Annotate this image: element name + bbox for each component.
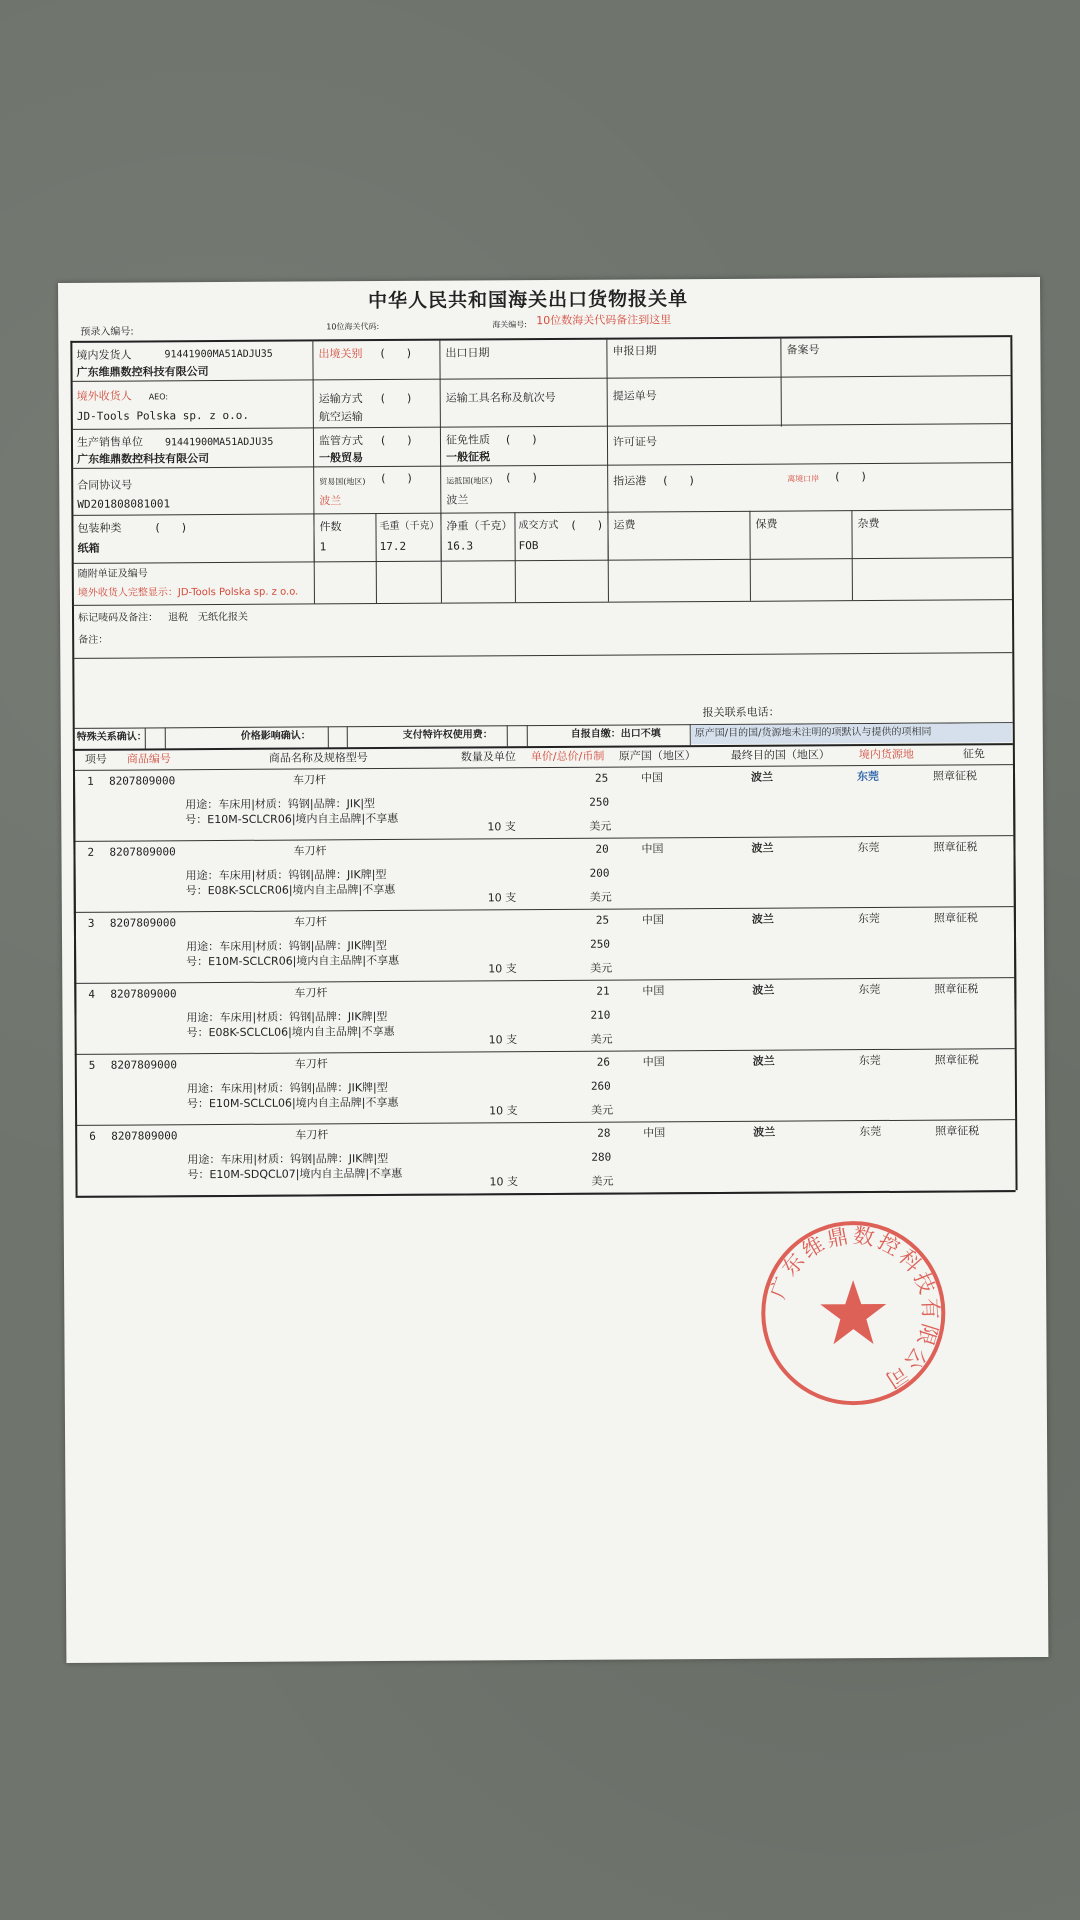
item-no: 3 — [87, 916, 95, 930]
conveyance-label: 运输工具名称及航次号 — [445, 390, 556, 405]
item-total: 210 — [590, 1008, 611, 1022]
item-code: 8207809000 — [109, 774, 176, 788]
item-dest: 波兰 — [750, 770, 774, 784]
item-qty: 10 支 — [489, 1175, 519, 1189]
item-no: 4 — [88, 987, 96, 1001]
pieces-label: 件数 — [319, 520, 342, 534]
item-origin: 中国 — [643, 1126, 666, 1140]
levy-paren: ( ) — [505, 433, 537, 447]
domestic-shipper-label: 境内发货人 — [76, 348, 132, 362]
item-code: 8207809000 — [109, 916, 177, 930]
exit-customs-paren: ( ) — [380, 346, 412, 361]
item-code: 8207809000 — [110, 987, 177, 1001]
producer-code: 91441900MA51ADJU35 — [164, 436, 274, 449]
license-label: 许可证号 — [612, 435, 658, 449]
item-qty: 10 支 — [488, 962, 517, 976]
item-dest: 波兰 — [751, 841, 774, 855]
item-origin: 中国 — [641, 913, 664, 927]
item-dest: 波兰 — [753, 1125, 776, 1139]
item-spec-line1: 用途：车床用|材质：钨钢|品牌：JIK牌|型 — [186, 1010, 388, 1025]
item-dest: 波兰 — [752, 1054, 775, 1068]
item-total: 250 — [589, 795, 610, 809]
item-name: 车刀杆 — [293, 915, 327, 929]
docs-label: 随附单证及编号 — [77, 568, 148, 580]
item-currency: 美元 — [590, 1032, 613, 1046]
dest-country-paren: ( ) — [506, 471, 537, 485]
supervision-label: 监管方式 — [318, 434, 364, 448]
item-total: 280 — [591, 1150, 612, 1164]
overseas-consignee-label: 境外收货人 — [76, 389, 132, 403]
item-unit-price: 28 — [597, 1126, 611, 1140]
domestic-shipper-name: 广东维鼎数控科技有限公司 — [76, 365, 209, 379]
item-spec-line2: 号：E08K-SCLCL06|境内自主品牌|不享惠 — [186, 1024, 395, 1040]
col-source: 境内货源地 — [858, 747, 914, 762]
item-code: 8207809000 — [111, 1129, 178, 1143]
export-date-label: 出口日期 — [445, 346, 490, 360]
item-code: 8207809000 — [110, 1058, 178, 1072]
item-source: 东莞 — [857, 840, 880, 855]
item-levy: 照章征税 — [934, 1053, 979, 1067]
item-name: 车刀杆 — [294, 986, 328, 1000]
item-no: 2 — [87, 845, 95, 859]
remark-label: 备注： — [78, 634, 109, 646]
contract-value: WD201808081001 — [77, 497, 171, 511]
record-no-label: 备案号 — [786, 343, 820, 357]
col-levy: 征免 — [962, 747, 985, 761]
item-qty: 10 支 — [488, 1033, 518, 1047]
insurance-label: 保费 — [755, 517, 778, 531]
item-total: 200 — [589, 866, 610, 880]
item-source: 东莞 — [857, 911, 880, 926]
item-currency: 美元 — [591, 1103, 614, 1117]
item-spec-line1: 用途：车床用|材质：钨钢|品牌：JIK牌|型 — [185, 868, 387, 883]
col-name: 商品名称及规格型号 — [268, 751, 368, 765]
freight-label: 运费 — [613, 518, 636, 532]
item-spec-line1: 用途：车床用|材质：钨钢|品牌：JIK牌|型 — [187, 1151, 389, 1167]
dest-country-value: 波兰 — [446, 493, 469, 507]
item-name: 车刀杆 — [295, 1128, 329, 1142]
customs-code10-label: 10位海关代码: — [326, 322, 380, 332]
item-name: 车刀杆 — [294, 1057, 328, 1071]
producer-label: 生产销售单位 — [76, 435, 144, 449]
form-title: 中华人民共和国海关出口货物报关单 — [368, 288, 689, 313]
item-no: 6 — [89, 1129, 96, 1143]
item-origin: 中国 — [642, 984, 665, 998]
exit-customs-label: 出境关别 — [318, 347, 363, 361]
transport-mode-value: 航空运输 — [318, 410, 363, 424]
dest-country-label: 运抵国(地区) — [446, 476, 493, 486]
port-paren: ( ) — [663, 474, 694, 488]
item-origin: 中国 — [641, 842, 664, 856]
item-source: 东莞 — [858, 1053, 881, 1068]
domestic-shipper-code: 91441900MA51ADJU35 — [164, 348, 273, 361]
customs-no-label: 海关编号: — [492, 320, 527, 330]
net-label: 净重（千克） — [446, 519, 513, 533]
port-label: 指运港 — [613, 474, 647, 488]
item-total: 250 — [590, 937, 610, 951]
trade-country-label: 贸易国(地区) — [319, 477, 366, 487]
col-price: 单价/总价/币制 — [530, 749, 605, 764]
item-source: 东莞 — [859, 1124, 882, 1139]
item-unit-price: 25 — [595, 913, 610, 927]
docs-value: 境外收货人完整显示：JD-Tools Polska sp. z o.o. — [77, 586, 299, 599]
contract-label: 合同协议号 — [77, 478, 133, 492]
package-value: 纸箱 — [77, 541, 100, 555]
item-spec-line2: 号：E10M-SDQCL07|境内自主品牌|不享惠 — [187, 1166, 403, 1182]
item-qty: 10 支 — [487, 891, 517, 905]
deal-value: FOB — [518, 539, 539, 553]
item-origin: 中国 — [640, 771, 664, 785]
item-levy: 照章征税 — [933, 840, 978, 854]
item-spec-line2: 号：E10M-SCLCR06|境内自主品牌|不享惠 — [185, 811, 399, 827]
bill-no-label: 提运单号 — [612, 389, 657, 403]
price-label: 价格影响确认： — [240, 730, 311, 742]
item-origin: 中国 — [642, 1055, 665, 1069]
col-no: 项号 — [84, 752, 107, 766]
customs-declaration-form — [58, 277, 1048, 1663]
item-no: 5 — [88, 1058, 96, 1072]
levy-label: 征免性质 — [445, 433, 491, 447]
levy-value: 一般征税 — [446, 450, 491, 464]
package-label: 包装种类 — [77, 521, 122, 535]
gross-value: 17.2 — [379, 539, 407, 554]
item-total: 260 — [590, 1079, 611, 1093]
producer-name: 广东维鼎数控科技有限公司 — [77, 452, 210, 466]
stamp-star-icon — [820, 1280, 886, 1344]
col-dest: 最终目的国（地区） — [730, 748, 830, 762]
item-currency: 美元 — [590, 961, 613, 975]
supervision-value: 一般贸易 — [319, 451, 364, 465]
item-currency: 美元 — [591, 1174, 614, 1188]
item-spec-line1: 用途：车床用|材质：钨钢|品牌：JIK|型 — [185, 797, 376, 812]
origin-note: 原产国/目的国/货源地未注明的项默认与提供的项相同 — [694, 726, 932, 740]
item-source: 东莞 — [856, 769, 880, 784]
marks-label: 标记唛码及备注： — [78, 612, 159, 624]
stamp-text: 广东维鼎数控科技有限公司 — [765, 1223, 943, 1395]
item-unit-price: 20 — [595, 842, 609, 856]
package-paren: ( ) — [155, 521, 187, 535]
trade-country-paren: ( ) — [381, 471, 412, 486]
item-code: 8207809000 — [109, 845, 176, 859]
company-seal-stamp — [758, 1218, 949, 1409]
self-label: 自报自缴：出口不填 — [570, 728, 661, 740]
deal-paren: ( ) — [571, 518, 603, 532]
gross-label: 毛重（千克） — [379, 520, 440, 533]
declare-date-label: 申报日期 — [612, 344, 657, 358]
item-levy: 照章征税 — [934, 982, 979, 996]
deal-label: 成交方式 — [518, 519, 559, 532]
marks-value: 退税 无纸化报关 — [168, 611, 249, 624]
item-dest: 波兰 — [751, 912, 774, 926]
item-dest: 波兰 — [752, 983, 775, 997]
net-value: 16.3 — [446, 539, 474, 553]
item-levy: 照章征税 — [935, 1124, 980, 1138]
item-spec-line2: 号：E08K-SCLCR06|境内自主品牌|不享惠 — [185, 882, 396, 898]
transport-mode-paren: ( ) — [380, 391, 412, 406]
preentry-label: 预录入编号: — [80, 326, 134, 338]
item-source: 东莞 — [858, 982, 881, 997]
supervision-paren: ( ) — [380, 433, 412, 448]
misc-label: 杂费 — [857, 516, 880, 531]
exit-port-paren: ( ) — [835, 470, 866, 484]
item-qty: 10 支 — [489, 1104, 518, 1118]
customs-no-note: 10位数海关代码备注到这里 — [536, 313, 672, 328]
item-currency: 美元 — [589, 819, 612, 833]
pieces-value: 1 — [319, 540, 327, 554]
item-levy: 照章征税 — [932, 769, 978, 783]
item-no: 1 — [87, 774, 94, 788]
aeo-label: AEO: — [148, 392, 169, 402]
item-unit-price: 21 — [596, 984, 610, 998]
trade-country-value: 波兰 — [319, 494, 342, 508]
item-unit-price: 26 — [596, 1055, 611, 1069]
royalty-label: 支付特许权使用费： — [402, 729, 493, 741]
item-levy: 照章征税 — [933, 911, 978, 925]
item-name: 车刀杆 — [293, 773, 327, 787]
col-origin: 原产国（地区） — [618, 749, 696, 763]
col-qty: 数量及单位 — [460, 750, 516, 764]
overseas-consignee-name: JD-Tools Polska sp. z o.o. — [76, 408, 250, 423]
col-code: 商品编号 — [126, 752, 171, 766]
item-name: 车刀杆 — [293, 844, 327, 858]
item-spec-line1: 用途：车床用|材质：钨钢|品牌：JIK牌|型 — [186, 1081, 388, 1096]
phone-label: 报关联系电话： — [702, 705, 780, 720]
special-label: 特殊关系确认： — [76, 731, 147, 743]
item-currency: 美元 — [589, 890, 612, 904]
item-unit-price: 25 — [594, 771, 609, 785]
item-spec-line2: 号：E10M-SCLCR06|境内自主品牌|不享惠 — [186, 953, 400, 969]
transport-mode-label: 运输方式 — [318, 392, 363, 406]
item-spec-line1: 用途：车床用|材质：钨钢|品牌：JIK牌|型 — [186, 939, 387, 954]
exit-port-label: 离境口岸 — [787, 474, 820, 484]
item-spec-line2: 号：E10M-SCLCL06|境内自主品牌|不享惠 — [186, 1095, 399, 1111]
item-qty: 10 支 — [487, 820, 516, 834]
